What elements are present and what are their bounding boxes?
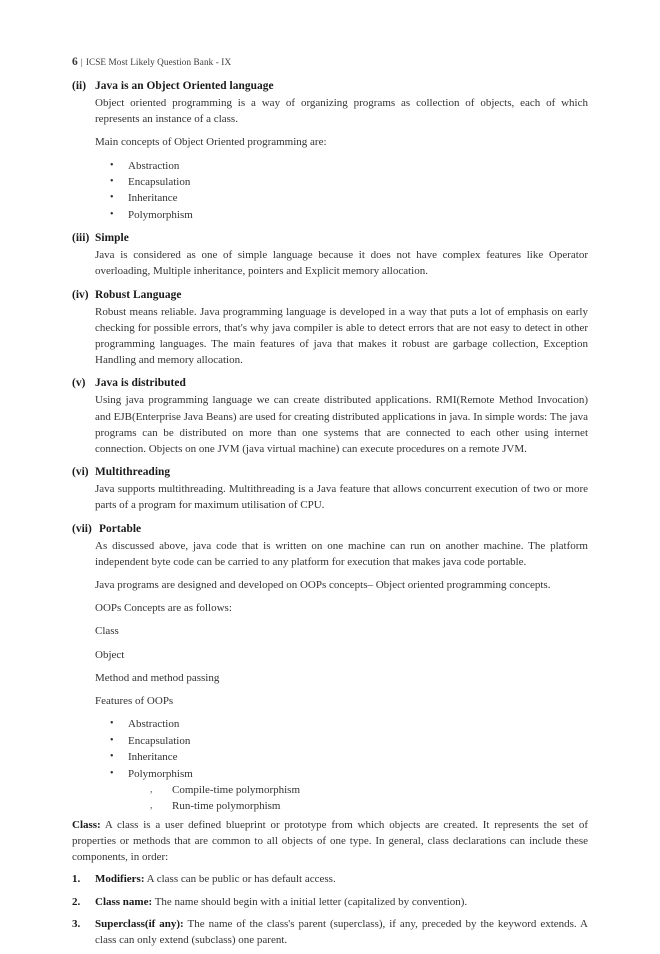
section-vii-paragraph-3: OOPs Concepts are as follows:: [95, 602, 232, 615]
section-ii-paragraph-2: Main concepts of Object Oriented programming are:: [95, 136, 327, 149]
section-heading-v: [72, 377, 588, 389]
section-v-paragraph-1: Using java programming language we can create distributed applications. RMI(Remote Method Invocation) and EJB(Enterprise Java Beans) are used for creating distributed applications in java. In simple words: The java programs can be distributed on more than one systems that are connected to each other using internet connection. Objects on one JVM (java virtual machine) can execute procedures on a remote JVM.: [95, 394, 588, 456]
table-row: [72, 871, 588, 887]
running-head: [72, 56, 588, 68]
page-number: 6: [72, 56, 78, 68]
list-item: [110, 190, 588, 206]
sub-list-item: [150, 782, 588, 798]
section-number-v: (v): [72, 377, 86, 390]
class-components-list: [72, 871, 588, 948]
section-title-iv: Robust Language: [95, 288, 182, 301]
list-item-label: Encapsulation: [128, 176, 191, 189]
sub-list-item-label: Run-time polymorphism: [172, 800, 281, 813]
list-item-label: Inheritance: [128, 192, 178, 205]
bullet-icon: •: [110, 159, 114, 171]
section-iii-paragraph-1: Java is considered as one of simple language because it does not have complex features like Operator overloading, Multiple inheritance, pointers and Explicit memory allocation.: [95, 249, 588, 278]
table-row: [72, 916, 588, 948]
class-definition-text: A class is a user defined blueprint or prototype from which objects are created. It represents the set of properties or methods that are common to all objects of one type. In general, class declarations can include these components, in order:: [72, 818, 588, 864]
bullet-icon: •: [110, 192, 114, 204]
list-item-term: Modifiers:: [95, 873, 145, 886]
list-item: [110, 158, 588, 174]
list-item-text: A class can be public or has default access.: [144, 873, 336, 886]
page-content: [72, 56, 588, 954]
list-item: [110, 716, 588, 732]
list-item-text: The name should begin with a initial letter (capitalized by convention).: [152, 895, 468, 908]
section-number-vii: (vii): [72, 522, 92, 535]
polymorphism-sub-list: [128, 782, 588, 815]
list-item: [110, 766, 588, 815]
list-item-label: Inheritance: [128, 751, 178, 764]
sub-bullet-icon: ,: [150, 783, 153, 795]
section-heading-ii: [72, 80, 588, 92]
list-index: 2.: [72, 895, 81, 908]
list-item-text: The name of the class's parent (superclass), if any, preceded by the keyword extends. A class can only extend (subclass) one parent.: [95, 917, 588, 946]
list-item-term: Class name:: [95, 895, 153, 908]
list-item: [110, 174, 588, 190]
bullet-icon: •: [110, 176, 114, 188]
section-vii-paragraph-1: As discussed above, java code that is written on one machine can run on another machine. The platform independent byte code can be carried to any platform for execution that makes java code portable.: [95, 539, 588, 568]
section-heading-vi: [72, 466, 588, 478]
section-vii-paragraph-5: Object: [95, 648, 125, 661]
class-definition-term: Class:: [72, 818, 101, 831]
section-vii-paragraph-4: Class: [95, 625, 119, 638]
class-definition-paragraph: [72, 817, 588, 866]
running-head-title: ICSE Most Likely Question Bank - IX: [85, 57, 232, 67]
section-ii-bullet-list: [72, 158, 588, 224]
section-heading-iv: [72, 289, 588, 301]
section-vii-paragraph-2: Java programs are designed and developed on OOPs concepts– Object oriented programming concepts.: [95, 579, 551, 592]
section-number-iii: (iii): [72, 232, 90, 245]
section-title-ii: Java is an Object Oriented language: [95, 80, 274, 92]
section-number-ii: (ii): [72, 80, 87, 92]
bullet-icon: •: [110, 751, 114, 763]
running-head-separator: |: [80, 57, 83, 67]
list-item: [110, 733, 588, 749]
list-item-label: Polymorphism: [128, 767, 193, 780]
sub-bullet-icon: ,: [150, 800, 153, 812]
list-item-label: Abstraction: [128, 159, 180, 172]
section-title-v: Java is distributed: [95, 377, 186, 390]
bullet-icon: •: [110, 734, 114, 746]
section-title-iii: Simple: [95, 232, 129, 245]
bullet-icon: •: [110, 208, 114, 220]
section-vii-paragraph-6: Method and method passing: [95, 671, 220, 684]
table-row: [72, 894, 588, 910]
sub-list-item-label: Compile-time polymorphism: [172, 783, 301, 796]
section-title-vii: Portable: [99, 522, 142, 535]
list-item-label: Polymorphism: [128, 208, 193, 221]
list-item: [110, 207, 588, 223]
section-ii-paragraph-1: Object oriented programming is a way of organizing programs as collection of objects, each of which represents an instance of a class.: [95, 97, 588, 126]
oops-features-bullet-list: [72, 716, 588, 814]
section-heading-iii: [72, 232, 588, 244]
section-vii-paragraph-7: Features of OOPs: [95, 695, 174, 708]
list-item-term: Superclass(if any):: [95, 917, 184, 930]
sub-list-item: [150, 798, 588, 814]
section-title-vi: Multithreading: [95, 466, 171, 479]
section-heading-vii: [72, 523, 588, 535]
section-number-iv: (iv): [72, 288, 89, 301]
bullet-icon: •: [110, 767, 114, 779]
list-item-label: Abstraction: [128, 718, 180, 731]
list-index: 3.: [72, 917, 81, 930]
list-item-label: Encapsulation: [128, 734, 191, 747]
list-item: [110, 749, 588, 765]
section-iv-paragraph-1: Robust means reliable. Java programming language is developed in a way that puts a lot of emphasis on early checking for possible errors, that's why java compiler is able to detect errors that are not easy to detect in other programming languages. The main features of java that makes it robust are garbage collection, Exception Handling and memory allocation.: [95, 305, 588, 367]
section-number-vi: (vi): [72, 466, 89, 479]
section-vi-paragraph-1: Java supports multithreading. Multithreading is a Java feature that allows concurrent execution of two or more parts of a program for maximum utilisation of CPU.: [95, 483, 588, 512]
bullet-icon: •: [110, 718, 114, 730]
list-index: 1.: [72, 873, 81, 886]
